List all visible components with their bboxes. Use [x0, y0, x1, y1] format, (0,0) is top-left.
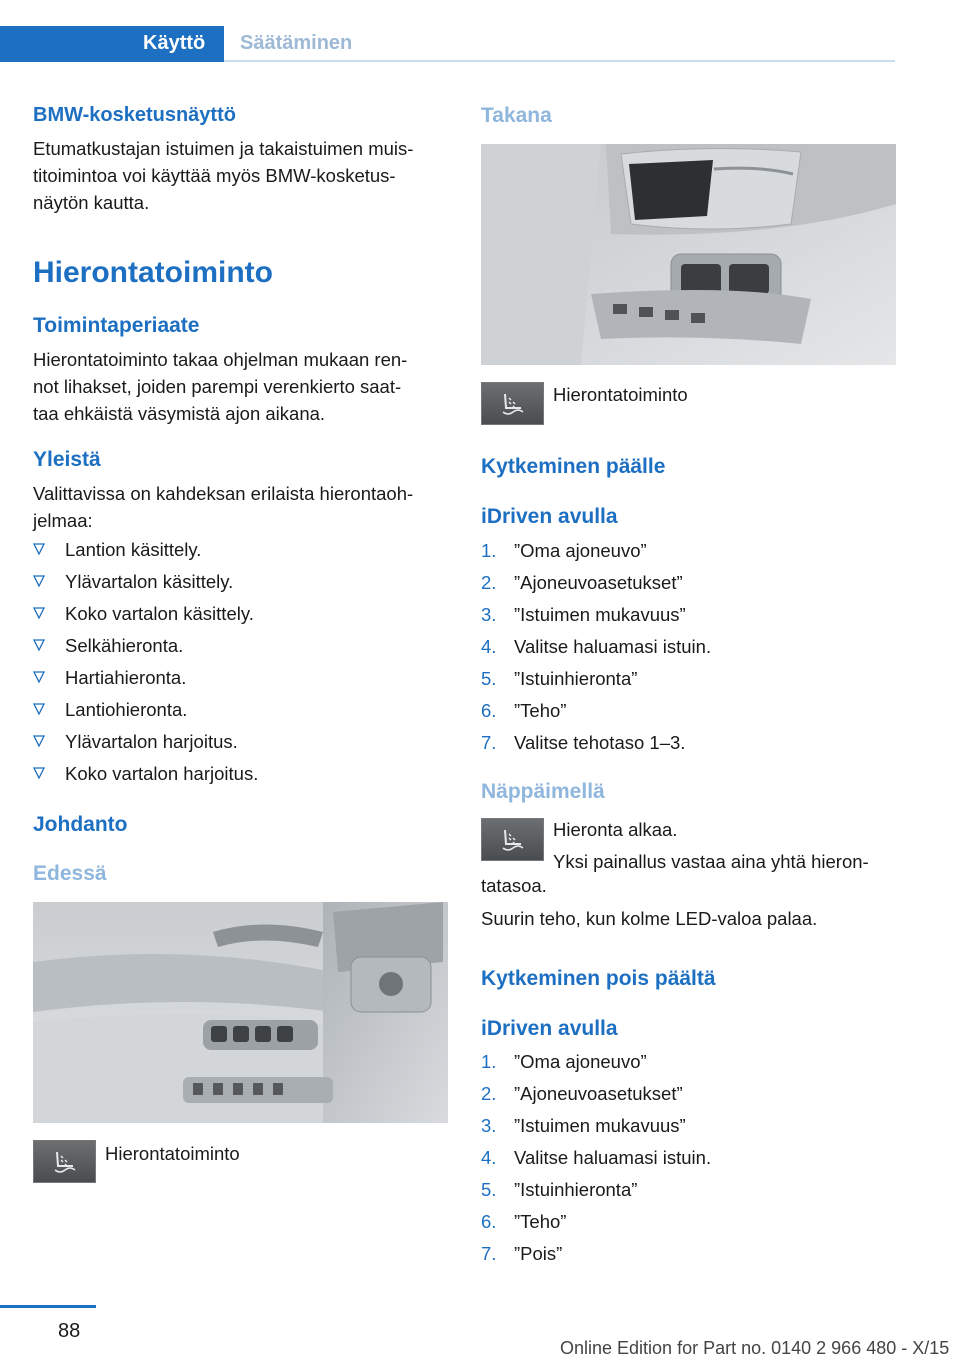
tab-saataminen[interactable]: Säätäminen: [240, 32, 353, 54]
bmw-touchscreen-heading: BMW-kosketusnäyttö: [33, 104, 236, 126]
seat-massage-icon: [49, 1148, 81, 1176]
triangle-bullet-icon: [33, 543, 45, 555]
keypad-line-2: Yksi painallus vastaa aina yhtä hieron-: [553, 851, 869, 872]
bmw-touchscreen-text: Etumatkustajan istuimen ja takaistuimen muis- titoimintoa voi käyttää myös BMW-kosketus- näytön kautta.: [33, 138, 414, 213]
front-door-illustration: [33, 902, 448, 1123]
switch-on-heading: Kytkeminen päälle: [481, 455, 666, 478]
general-heading: Yleistä: [33, 448, 101, 471]
principle-text: Hierontatoiminto takaa ohjelman mukaan ren- not lihakset, joiden parempi verenkierto saat- taa ehkäistä väsymistä ajon aikana.: [33, 349, 408, 424]
massage-button-rear[interactable]: [481, 382, 544, 425]
general-text: Valittavissa on kahdeksan erilaista hierontaoh- jelmaa:: [33, 483, 414, 531]
massage-button-keypad[interactable]: [481, 818, 544, 861]
triangle-bullet-icon: [33, 575, 45, 587]
triangle-bullet-icon: [33, 639, 45, 651]
intro-heading: Johdanto: [33, 813, 128, 836]
seat-massage-icon: [497, 826, 529, 854]
program-list: Lantion käsittely. Ylävartalon käsittely. Koko vartalon käsittely. Selkähieronta. Hartiahieronta. Lantiohieronta. Ylävartalon harjoitus. Koko vartalon harjoitus.: [33, 536, 448, 796]
triangle-bullet-icon: [33, 735, 45, 747]
seat-massage-icon: [497, 390, 529, 418]
rear-door-illustration: [481, 144, 896, 365]
keypad-heading: Näppäimellä: [481, 780, 605, 803]
switch-off-steps: 1. ”Oma ajoneuvo” 2. ”Ajoneuvoasetukset” 3. ”Istuimen mukavuus” 4. Valitse haluamasi istuin. 5. ”Istuinhieronta” 6. ”Teho” 7. ”Pois”: [481, 1051, 712, 1264]
idrive-heading-on: iDriven avulla: [481, 505, 618, 528]
idrive-heading-off: iDriven avulla: [481, 1017, 618, 1040]
keypad-line-3: tatasoa.: [481, 875, 547, 896]
keypad-line-4: Suurin teho, kun kolme LED-valoa palaa.: [481, 908, 818, 929]
switch-off-heading: Kytkeminen pois päältä: [481, 967, 716, 990]
front-heading: Edessä: [33, 862, 107, 885]
front-caption: Hierontatoiminto: [105, 1143, 240, 1164]
rear-caption: Hierontatoiminto: [553, 384, 688, 405]
massage-button-front[interactable]: [33, 1140, 96, 1183]
triangle-bullet-icon: [33, 671, 45, 683]
massage-section-title: Hierontatoiminto: [33, 256, 273, 289]
page-number: 88: [58, 1320, 81, 1342]
edition-footer: Online Edition for Part no. 0140 2 966 480 - X/15: [560, 1338, 950, 1358]
switch-on-steps: 1. ”Oma ajoneuvo” 2. ”Ajoneuvoasetukset” 3. ”Istuimen mukavuus” 4. Valitse haluamasi istuin. 5. ”Istuinhieronta” 6. ”Teho” 7. Valitse tehotaso 1–3.: [481, 540, 712, 753]
triangle-bullet-icon: [33, 607, 45, 619]
triangle-bullet-icon: [33, 703, 45, 715]
rear-heading: Takana: [481, 104, 552, 127]
footer-rule: [0, 1305, 96, 1308]
triangle-bullet-icon: [33, 767, 45, 779]
principle-heading: Toimintaperiaate: [33, 314, 200, 337]
rear-door-photo: [481, 144, 896, 365]
tab-kaytto[interactable]: Käyttö: [0, 26, 224, 62]
keypad-line-1: Hieronta alkaa.: [553, 819, 678, 840]
front-door-photo: [33, 902, 448, 1123]
